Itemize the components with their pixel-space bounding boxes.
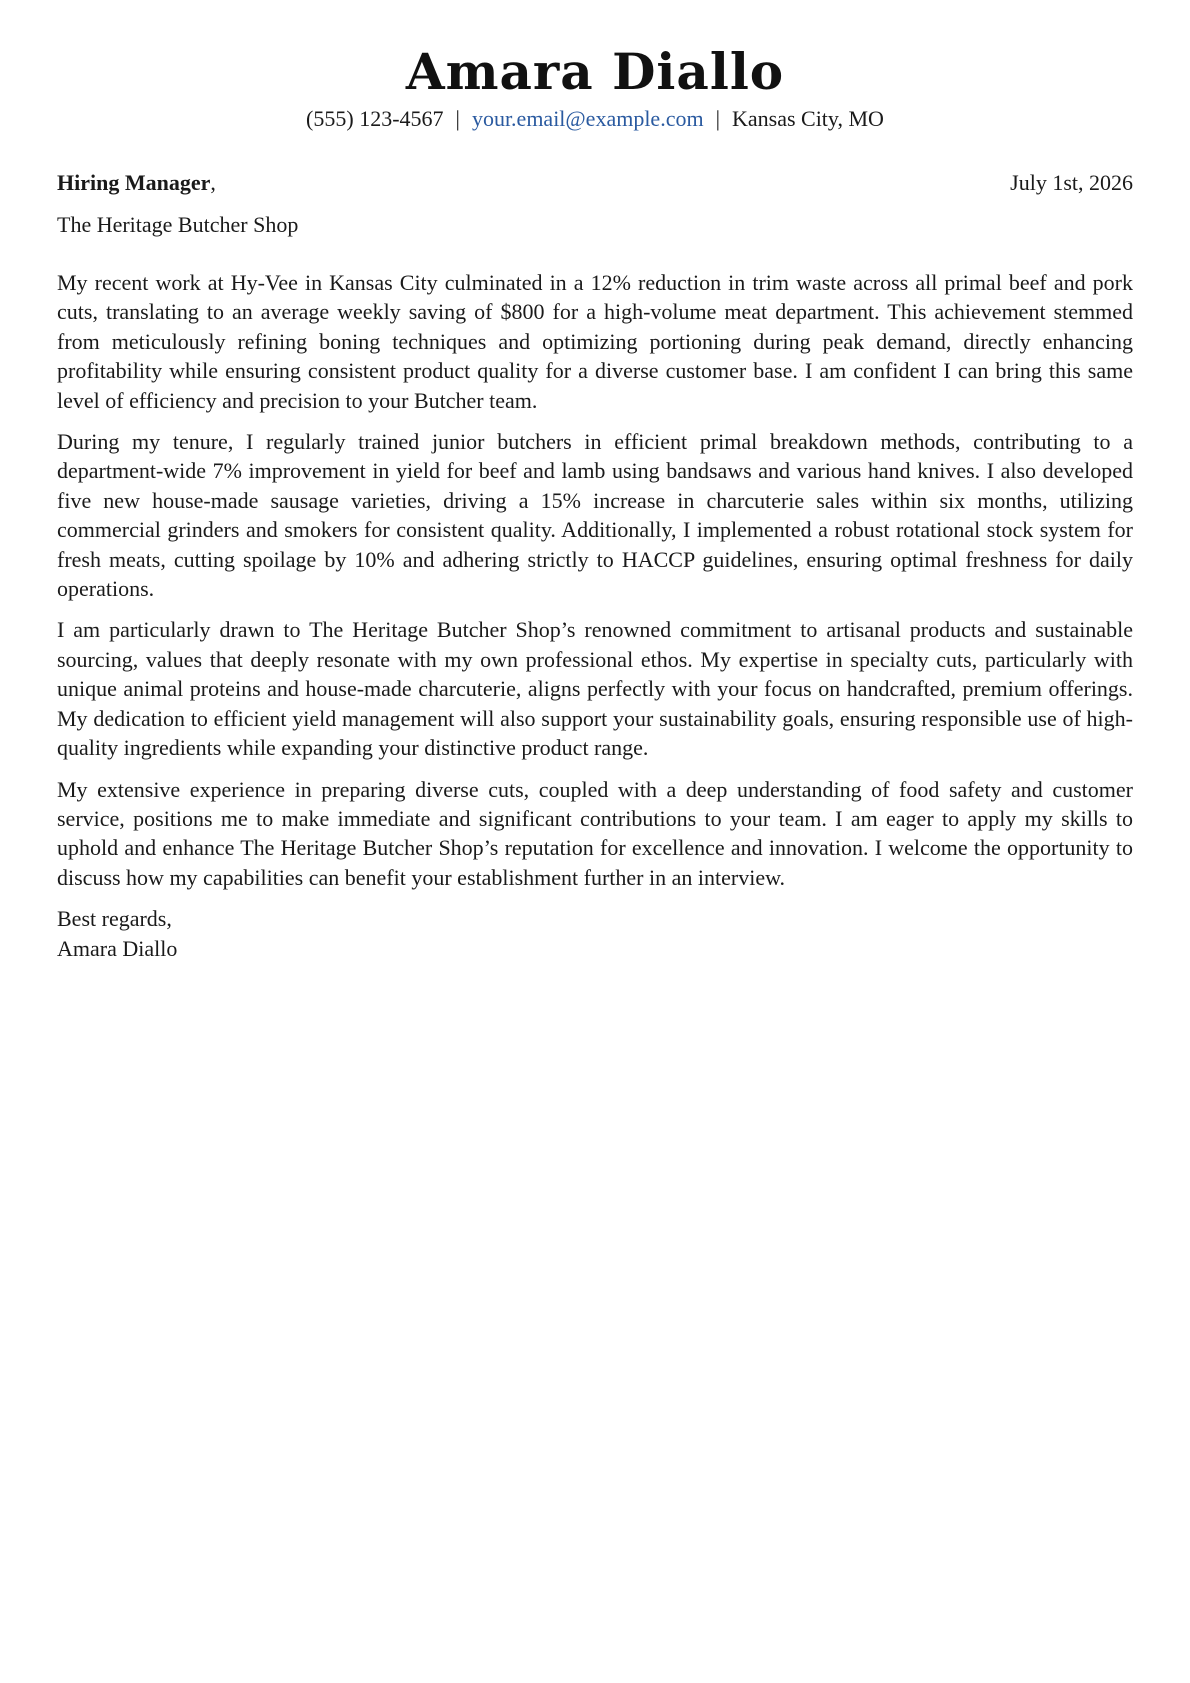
closing-signature: Amara Diallo — [57, 936, 178, 962]
letter-body — [57, 268, 1133, 892]
contact-separator: | — [455, 106, 460, 131]
contact-line — [57, 104, 1133, 134]
applicant-name: Amara Diallo — [405, 42, 785, 101]
body-paragraph: I am particularly drawn to The Heritage Butcher Shop’s renowned commitment to artisanal products and sustainable sourcing, values that deeply resonate with my own professional ethos. My expertise in specialty cuts, particularly with unique animal proteins and house-made charcuterie, aligns perfectly with your focus on handcrafted, premium offerings. My dedication to efficient yield management will also support your sustainability goals, ensuring responsible use of high-quality ingredients while expanding your distinctive product range. — [57, 617, 1133, 761]
cover-letter-page — [57, 40, 1133, 964]
body-paragraph: My recent work at Hy-Vee in Kansas City culminated in a 12% reduction in trim waste across all primal beef and pork cuts, translating to an average weekly saving of $800 for a high-volume meat department. This achievement stemmed from meticulously refining boning techniques and optimizing portioning during peak demand, directly enhancing profitability while ensuring consistent product quality for a diverse customer base. I am confident I can bring this same level of efficiency and precision to your Butcher team. — [57, 270, 1133, 413]
closing-salutation: Best regards, — [57, 906, 172, 932]
recipient-name: Hiring Manager — [57, 170, 211, 195]
contact-separator: | — [715, 106, 720, 131]
phone-number: (555) 123-4567 — [306, 106, 444, 131]
recipient-comma: , — [210, 170, 216, 195]
recipient-date-row — [57, 168, 1133, 198]
body-paragraph: My extensive experience in preparing diverse cuts, coupled with a deep understanding of food safety and customer service, positions me to make immediate and significant contributions to your team. I am eager to apply my skills to uphold and enhance The Heritage Butcher Shop’s reputation for excellence and innovation. I welcome the opportunity to discuss how my capabilities can benefit your establishment further in an interview. — [57, 776, 1133, 890]
recipient-line — [57, 168, 216, 198]
email-link[interactable]: your.email@example.com — [471, 106, 704, 131]
location: Kansas City, MO — [731, 106, 884, 131]
letter-closing — [57, 904, 1133, 964]
body-paragraph: During my tenure, I regularly trained junior butchers in efficient primal breakdown methods, contributing to a department-wide 7% improvement in yield for beef and lamb using bandsaws and various hand knives. I also developed five new house-made sausage varieties, driving a 15% increase in charcuterie sales within six months, utilizing commercial grinders and smokers for consistent quality. Additionally, I implemented a robust rotational stock system for fresh meats, cutting spoilage by 10% and adhering strictly to HACCP guidelines, ensuring optimal freshness for daily operations. — [57, 429, 1133, 602]
letter-date: July 1st, 2026 — [1010, 170, 1133, 195]
company-name: The Heritage Butcher Shop — [57, 212, 299, 237]
